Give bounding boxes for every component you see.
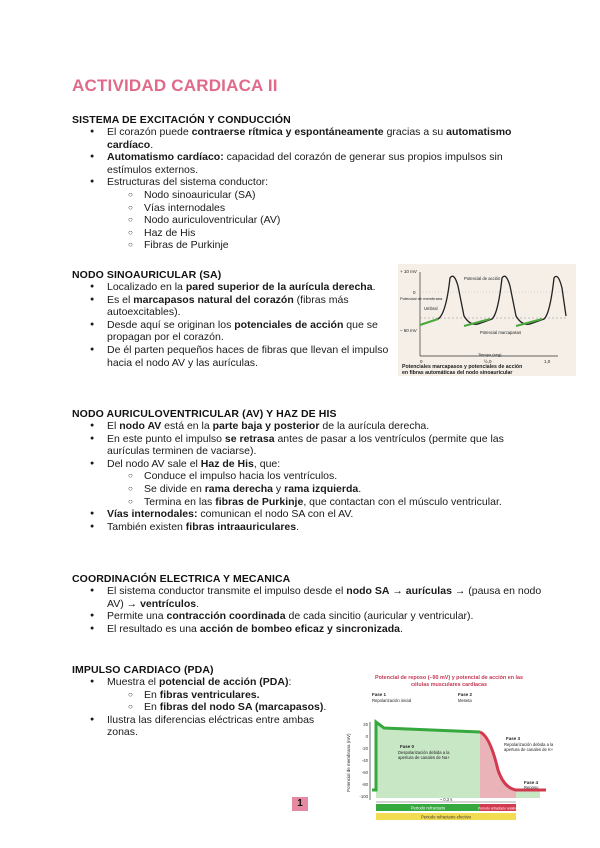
y-tick-label: + 10 mV bbox=[400, 269, 417, 274]
x-tick-label: 1,0 bbox=[544, 359, 551, 364]
y-tick-label: -80 bbox=[361, 782, 368, 787]
section-heading-impulso: IMPULSO CARDIACO (PDA) bbox=[72, 664, 214, 676]
figure-caption: en fibras automáticas del nodo sinoauricular bbox=[402, 370, 513, 376]
sublist-item: ○ Se divide en rama derecha y rama izquierda. bbox=[72, 483, 542, 496]
sublist-item: ○ Fibras de Purkinje bbox=[72, 239, 542, 252]
fase1-label: Fase 1 bbox=[372, 692, 387, 697]
list-item: ● También existen fibras intraauriculares. bbox=[72, 521, 542, 534]
label-potencial-accion: Potencial de acción bbox=[464, 276, 501, 281]
fase0-desc-box bbox=[398, 750, 454, 776]
page-number: 1 bbox=[292, 797, 308, 811]
list-item: ● Automatismo cardíaco: capacidad del corazón de generar sus propios impulsos sin estímulos externos. bbox=[72, 151, 542, 176]
bar-efectivo-label: Periodo refractario efectivo bbox=[420, 814, 472, 820]
label-potencial-membrana: Potencial de membrana bbox=[400, 296, 443, 301]
sublist-item: ○ Conduce el impulso hacia los ventrículos. bbox=[72, 470, 542, 483]
x-axis-label: Tiempo (seg) bbox=[478, 352, 502, 357]
fase3-label: Fase 3 bbox=[506, 736, 521, 741]
y-tick-label: 0 bbox=[413, 290, 416, 295]
list-item: ● En este punto el impulso se retrasa antes de pasar a los ventrículos (permite que las aurículas terminen de vaciarse). bbox=[72, 433, 542, 458]
figure-title: Potencial de reposo (–90 mV) y potencial de acción en las bbox=[375, 675, 523, 681]
fase2-label: Fase 2 bbox=[458, 692, 473, 697]
section-nodo-av-body bbox=[72, 420, 542, 533]
list-item: ● Del nodo AV sale el Haz de His, que: bbox=[72, 458, 542, 471]
page-title: ACTIVIDAD CARDIACA II bbox=[72, 76, 278, 95]
y-tick-label: -60 bbox=[361, 770, 368, 775]
list-item: ● Muestra el potencial de acción (PDA): bbox=[72, 676, 347, 689]
section-impulso-body bbox=[72, 676, 347, 739]
list-item: ● El sistema conductor transmite el impulso desde el nodo SA → aurículas → (pausa en nodo AV) → ventrículos. bbox=[72, 585, 542, 610]
list-item: ● Permite una contracción coordinada de cada sincitio (auricular y ventricular). bbox=[72, 610, 542, 623]
bar-relativo-label: Periodo refractario relativo bbox=[478, 806, 518, 811]
fase3-desc: Repolarización debida a la apertura de canales de K+ bbox=[504, 742, 554, 752]
y-tick-label: – 60 mV bbox=[400, 328, 417, 333]
list-item: ● Vías internodales: comunican el nodo SA con el AV. bbox=[72, 508, 542, 521]
section-heading-excitacion: SISTEMA DE EXCITACIÓN Y CONDUCCIÓN bbox=[72, 114, 291, 126]
figure-caption: Potenciales marcapasos y potenciales de acción bbox=[402, 364, 523, 370]
y-tick-label: 20 bbox=[363, 722, 368, 727]
y-tick-label: 0 bbox=[365, 734, 368, 739]
list-item: ● Desde aquí se originan los potenciales de acción que se propagan por el corazón. bbox=[72, 319, 392, 344]
list-item: ● Estructuras del sistema conductor: bbox=[72, 176, 542, 189]
list-item: ● Ilustra las diferencias eléctricas entre ambas zonas. bbox=[72, 714, 347, 739]
list-item: ● Localizado en la pared superior de la aurícula derecha. bbox=[72, 281, 392, 294]
section-heading-nodo-sa: NODO SINOAURICULAR (SA) bbox=[72, 269, 222, 281]
period-label: ~ 0,3 s bbox=[439, 797, 453, 802]
fase0-desc: Despolarización debida a la apertura de canales de Na+ bbox=[398, 750, 450, 760]
section-nodo-sa-body bbox=[72, 281, 392, 369]
figure-title: células musculares cardiacas bbox=[410, 682, 488, 688]
section-coordinacion-body bbox=[72, 585, 542, 635]
ventricular-action-potential-figure bbox=[340, 672, 558, 824]
fase0-label: Fase 0 bbox=[400, 744, 415, 749]
section-heading-coordinacion: COORDINACIÓN ELECTRICA Y MECANICA bbox=[72, 573, 291, 585]
fase3-desc-box bbox=[504, 742, 554, 770]
y-tick-label: -40 bbox=[361, 758, 368, 763]
x-tick-label: 0 bbox=[420, 359, 423, 364]
fase4-label: Fase 4 bbox=[524, 780, 539, 785]
sublist-item: ○ Nodo auriculoventricular (AV) bbox=[72, 214, 542, 227]
list-item: ● El nodo AV está en la parte baja y posterior de la aurícula derecha. bbox=[72, 420, 542, 433]
sublist-item: ○ Nodo sinoauricular (SA) bbox=[72, 189, 542, 202]
list-item: ● De él parten pequeños haces de fibras que llevan el impulso hacia el nodo AV y las aurículas. bbox=[72, 344, 392, 369]
fase1-desc: Repolarización inicial bbox=[372, 698, 412, 703]
x-tick-label: ½,0 bbox=[484, 359, 492, 364]
section-heading-nodo-av: NODO AURICULOVENTRICULAR (AV) Y HAZ DE HIS bbox=[72, 408, 337, 420]
sublist-item: ○ Termina en las fibras de Purkinje, que contactan con el músculo ventricular. bbox=[72, 496, 542, 509]
sa-node-pacemaker-figure bbox=[398, 264, 576, 376]
fase4-desc: Reposo bbox=[524, 785, 539, 790]
list-item: ● El corazón puede contraerse rítmica y espontáneamente gracias a su automatismo cardíaco. bbox=[72, 126, 542, 151]
section-excitacion-body bbox=[72, 126, 542, 252]
label-potencial-marcapasos: Potencial marcapasos bbox=[480, 330, 522, 335]
label-umbral: Umbral bbox=[424, 306, 438, 311]
sublist-item: ○ En fibras ventriculares. bbox=[72, 689, 347, 702]
sublist-item: ○ Haz de His bbox=[72, 227, 542, 240]
y-tick-label: -100 bbox=[359, 794, 368, 799]
list-item: ● El resultado es una acción de bombeo eficaz y sincronizada. bbox=[72, 623, 542, 636]
y-axis-label: Potencial de membrana (mV) bbox=[346, 733, 351, 792]
sublist-item: ○ En fibras del nodo SA (marcapasos). bbox=[72, 701, 347, 714]
sublist-item: ○ Vías internodales bbox=[72, 202, 542, 215]
y-tick-label: -20 bbox=[361, 746, 368, 751]
list-item: ● Es el marcapasos natural del corazón (fibras más autoexcitables). bbox=[72, 294, 392, 319]
fase2-desc: Meseta bbox=[458, 698, 472, 703]
bar-refractario-label: Periodo refractario bbox=[410, 805, 446, 811]
